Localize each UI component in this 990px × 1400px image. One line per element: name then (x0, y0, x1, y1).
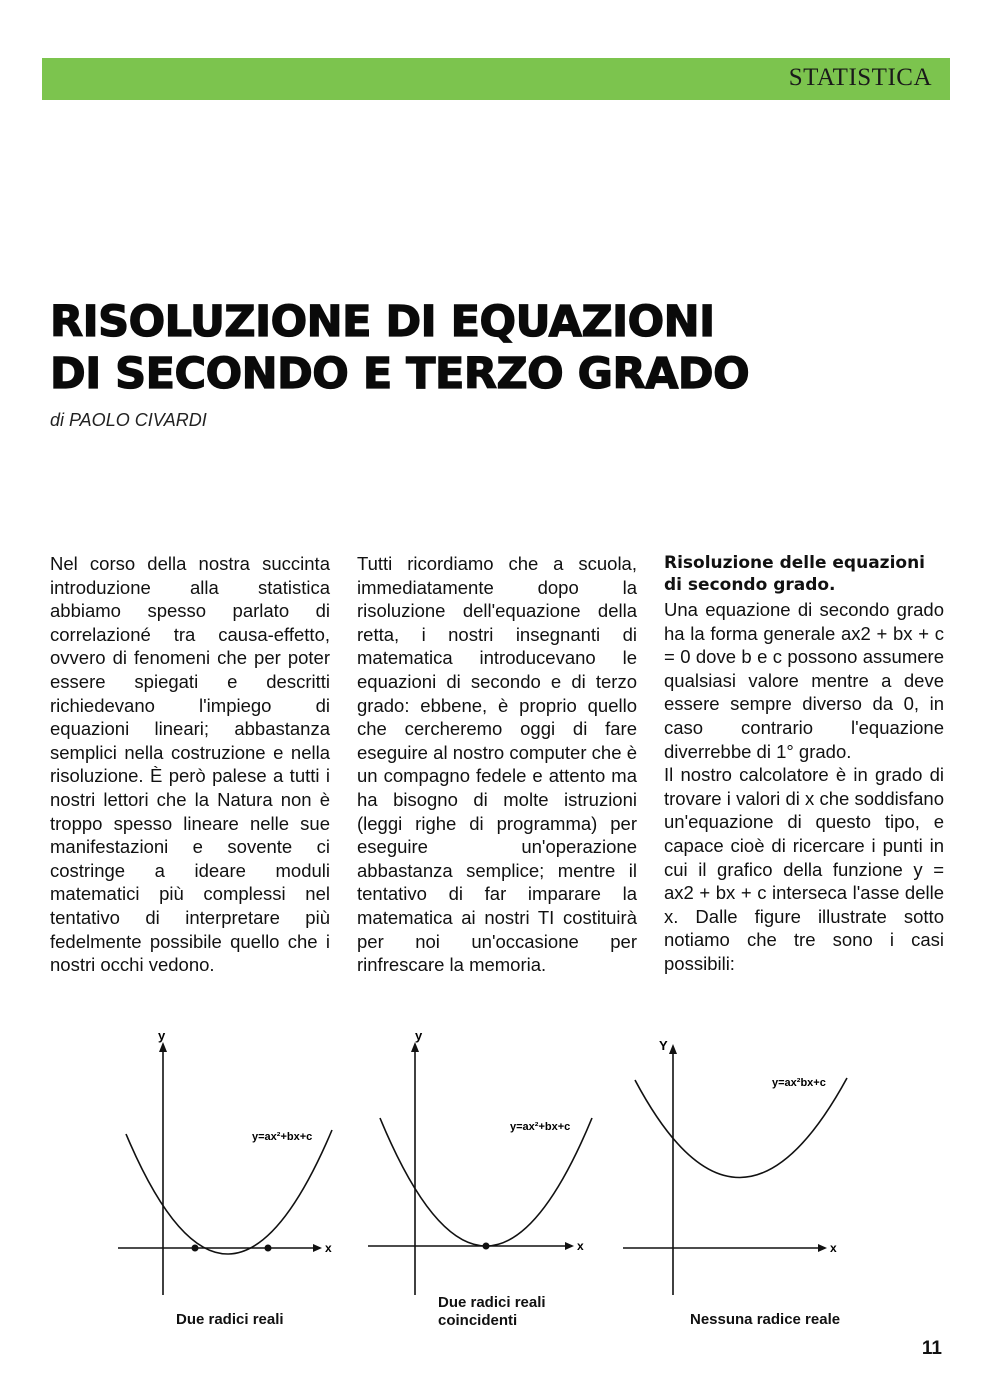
section-label: STATISTICA (788, 64, 932, 91)
y-axis-arrow (411, 1042, 419, 1052)
figure-coincident-roots (360, 1020, 600, 1290)
article-byline: di PAOLO CIVARDI (50, 410, 207, 430)
column-1-paragraph: Nel corso della nostra succinta introduzione alla statistica abbiamo spesso parlato di correlazioné tra causa-effetto, ovvero di fenomeni che per poter essere spiegati e descritti richiedevano l'impiego di equazioni lineari; abbastanza semplici nella costruzione e nella risoluzione. È però palese a tutti i nostri lettori che la Natura non è troppo spesso lineare nelle sue manifestazioni e sovente ci costringe a ideare moduli matematici più complessi nel tentativo di interpretare più fedelmente possibile quello che i nostri occhi vedono. (50, 553, 330, 976)
y-axis-arrow (159, 1042, 167, 1052)
y-axis-arrow (669, 1044, 677, 1054)
root-point (483, 1243, 490, 1250)
x-axis-arrow (565, 1242, 574, 1250)
article-title-line-2: DI SECONDO E TERZO GRADO (50, 349, 750, 399)
column-3-paragraph-1: Una equazione di secondo grado ha la forma generale ax2 + bx + c = 0 dove b e c possono assumere qualsiasi valore mentre a deve essere sempre diverso da 0, in caso contrario l'equazione diverrebbe di 1° grado. (664, 599, 944, 762)
root-point (265, 1245, 272, 1252)
curve-label: y=ax²bx+c (772, 1077, 826, 1089)
graph-coincident-roots (360, 1020, 600, 1290)
figure-caption-line-1: Due radici reali (438, 1294, 546, 1311)
x-axis-label: x (577, 1239, 584, 1253)
x-axis-arrow (818, 1244, 827, 1252)
figure-two-roots (110, 1020, 350, 1290)
section-banner (42, 58, 950, 100)
figure-caption-line-2: coincidenti (438, 1312, 518, 1329)
figure-caption-two-roots: Due radici reali (176, 1311, 284, 1328)
y-axis-label: y (158, 1028, 166, 1043)
curve-label: y=ax²+bx+c (510, 1121, 571, 1133)
page-number: 11 (921, 1338, 942, 1359)
section-heading: Risoluzione delle equazioni di secondo grado. (664, 553, 926, 595)
column-3-paragraph-2: Il nostro calcolatore è in grado di trovare i valori di x che soddisfano un'equazione di questo tipo, e capace cioè di ricercare i punti in cui il grafico della funzione y = ax2 + bx + c interseca l'asse delle x. Dalle figure illustrate sotto notiamo che tre sono i casi possibili: (664, 764, 944, 974)
x-axis-label: x (830, 1241, 837, 1255)
parabola-curve (380, 1118, 592, 1246)
text-column-2 (357, 552, 637, 977)
y-axis-label: Y (659, 1038, 668, 1053)
article-title (50, 296, 749, 400)
x-axis-label: x (325, 1241, 332, 1255)
x-axis-arrow (313, 1244, 322, 1252)
parabola-curve (635, 1078, 847, 1178)
root-point (192, 1245, 199, 1252)
column-2-paragraph: Tutti ricordiamo che a scuola, immediatamente dopo la risoluzione dell'equazione della retta, i nostri insegnanti di matematica introducevano le equazioni di secondo e di terzo grado: ebbene, è proprio quello che cercheremo oggi di fare eseguire al nostro computer che è un compagno fedele e attento ma ha bisogno di molte istruzioni (leggi righe di programma) per eseguire un'operazione abbastanza semplice; mentre il tentativo di far imparare la matematica ai nostri TI costituirà per noi un'occasione per rinfrescare la memoria. (357, 553, 637, 976)
figure-caption-no-roots: Nessuna radice reale (690, 1311, 841, 1328)
graph-no-roots (615, 1020, 855, 1290)
figure-caption-coincident-roots (438, 1294, 546, 1330)
figure-no-roots (615, 1020, 855, 1290)
y-axis-label: y (415, 1028, 423, 1043)
text-column-3 (664, 552, 944, 976)
parabola-curve (126, 1130, 332, 1254)
article-title-line-1: RISOLUZIONE DI EQUAZIONI (50, 297, 715, 347)
graph-two-roots (110, 1020, 350, 1290)
text-column-1 (50, 552, 330, 977)
curve-label: y=ax²+bx+c (252, 1131, 313, 1143)
